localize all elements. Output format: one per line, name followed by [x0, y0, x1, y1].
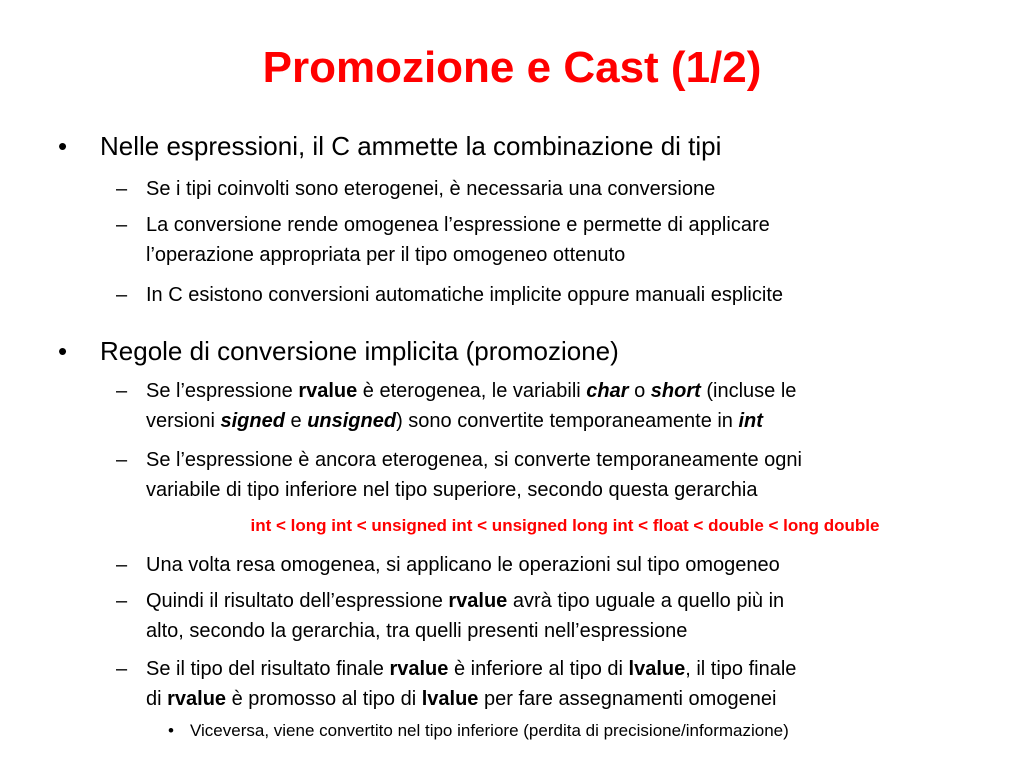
- bullet-item: [58, 130, 980, 162]
- sub-item-text: Una volta resa omogenea, si applicano le operazioni sul tipo omogeneo: [146, 554, 780, 576]
- dash-marker: –: [116, 449, 128, 471]
- text-run: Se l’espressione: [146, 380, 299, 402]
- dash-marker: –: [116, 214, 128, 236]
- dash-marker: –: [116, 590, 128, 612]
- sub-item: [116, 550, 996, 580]
- bullet-marker: •: [168, 721, 174, 740]
- keyword-rvalue: rvalue: [298, 380, 358, 402]
- keyword-rvalue: rvalue: [389, 658, 449, 680]
- sub-item: [116, 654, 996, 714]
- keyword-signed: signed: [220, 410, 285, 432]
- keyword-lvalue: lvalue: [628, 658, 686, 680]
- sub-sub-item: [168, 718, 1000, 744]
- keyword-rvalue: rvalue: [448, 590, 508, 612]
- keyword-int: int: [738, 410, 763, 432]
- bullet-text: Nelle espressioni, il C ammette la combinazione di tipi: [100, 131, 722, 161]
- text-run: (incluse le: [700, 380, 797, 402]
- keyword-char: char: [586, 380, 629, 402]
- sub-item: [116, 586, 996, 646]
- sub-item: [116, 174, 996, 204]
- sub-item-text: l’operazione appropriata per il tipo omogeneo ottenuto: [146, 244, 626, 266]
- dash-marker: –: [116, 178, 128, 200]
- bullet-text: Regole di conversione implicita (promozione): [100, 336, 619, 366]
- dash-marker: –: [116, 380, 128, 402]
- bullet-item: [58, 335, 980, 367]
- sub-item-text: La conversione rende omogenea l’espressione e permette di applicare: [146, 214, 770, 236]
- keyword-unsigned: unsigned: [307, 410, 397, 432]
- sub-sub-item-text: Viceversa, viene convertito nel tipo inferiore (perdita di precisione/informazione): [190, 721, 789, 740]
- sub-item: [116, 210, 996, 270]
- text-run: è eterogenea, le variabili: [357, 380, 587, 402]
- dash-marker: –: [116, 554, 128, 576]
- text-run: Se il tipo del risultato finale: [146, 658, 390, 680]
- sub-item-text: variabile di tipo inferiore nel tipo superiore, secondo questa gerarchia: [146, 479, 758, 501]
- text-run: e: [284, 410, 308, 432]
- text-run: , il tipo finale: [685, 658, 797, 680]
- type-hierarchy: int < long int < unsigned int < unsigned long int < float < double < long double: [250, 516, 880, 535]
- text-run: ) sono convertite temporaneamente in: [396, 410, 739, 432]
- text-run: per fare assegnamenti omogenei: [478, 688, 777, 710]
- sub-item: [116, 376, 996, 436]
- text-run: versioni: [146, 410, 221, 432]
- text-run: è inferiore al tipo di: [448, 658, 629, 680]
- slide-title: Promozione e Cast (1/2): [262, 43, 762, 92]
- keyword-rvalue: rvalue: [167, 688, 227, 710]
- text-run: o: [628, 380, 651, 402]
- sub-item-text: In C esistono conversioni automatiche implicite oppure manuali esplicite: [146, 284, 783, 306]
- text-run: di: [146, 688, 168, 710]
- sub-item: [116, 445, 996, 505]
- keyword-short: short: [650, 380, 701, 402]
- text-run: avrà tipo uguale a quello più in: [507, 590, 785, 612]
- text-run: Quindi il risultato dell’espressione: [146, 590, 449, 612]
- sub-item-text: Se l’espressione è ancora eterogenea, si converte temporaneamente ogni: [146, 449, 802, 471]
- text-run: è promosso al tipo di: [226, 688, 422, 710]
- dash-marker: –: [116, 284, 128, 306]
- dash-marker: –: [116, 658, 128, 680]
- bullet-marker: •: [58, 131, 68, 161]
- keyword-lvalue: lvalue: [421, 688, 479, 710]
- sub-item: [116, 280, 996, 310]
- sub-item-text: Se i tipi coinvolti sono eterogenei, è necessaria una conversione: [146, 178, 716, 200]
- text-run: alto, secondo la gerarchia, tra quelli presenti nell’espressione: [146, 620, 688, 642]
- bullet-marker: •: [58, 336, 68, 366]
